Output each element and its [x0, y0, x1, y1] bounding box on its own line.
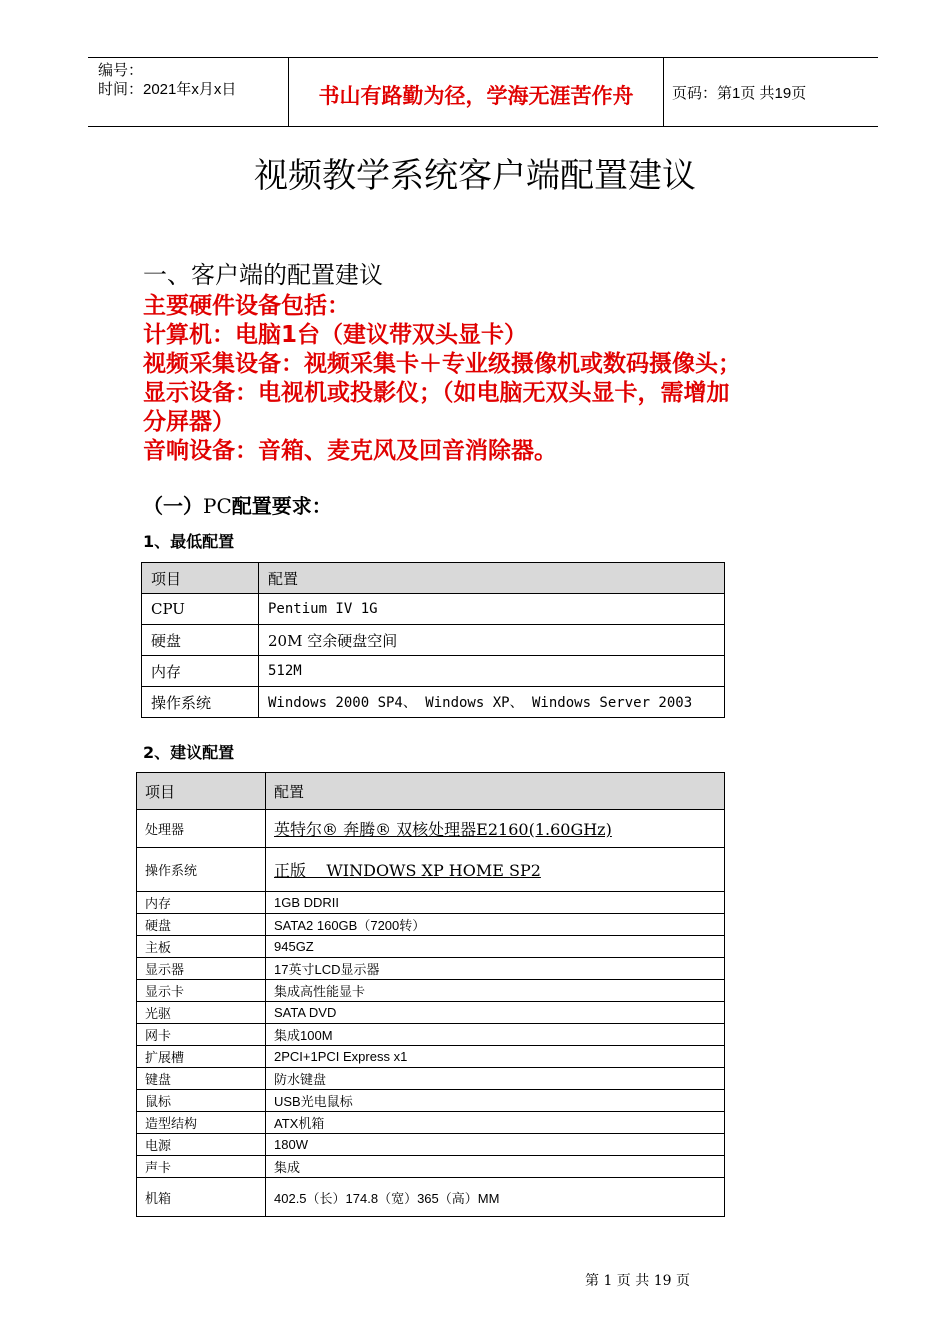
- item-cell: 网卡: [137, 1024, 266, 1046]
- table-header-cell: 配置: [259, 563, 725, 594]
- hardware-line: 音响设备：音箱、麦克风及回音消除器。: [143, 438, 557, 464]
- hardware-line: 显示设备：电视机或投影仪；（如电脑无双头显卡，需增加: [143, 380, 730, 406]
- item-cell: 机箱: [137, 1178, 266, 1217]
- item-cell: 内存: [142, 656, 259, 687]
- item-cell: 主板: [137, 936, 266, 958]
- item-cell: 扩展槽: [137, 1046, 266, 1068]
- recommended-config-table: [136, 772, 725, 1217]
- item-cell: 显示卡: [137, 980, 266, 1002]
- table-header-row: [142, 563, 725, 594]
- table-row: [137, 980, 725, 1002]
- value-cell: Pentium IV 1G: [259, 594, 725, 625]
- document-number-label: 编号：: [98, 62, 144, 79]
- page-header: [88, 57, 878, 127]
- value-cell: 防水键盘: [266, 1068, 725, 1090]
- page-info: 页码：第1页 共19页: [672, 85, 807, 102]
- value-cell: 17英寸LCD显示器: [266, 958, 725, 980]
- table-row: [142, 656, 725, 687]
- header-meta-cell: [88, 58, 288, 126]
- table-row: [137, 848, 725, 892]
- hardware-line: 主要硬件设备包括：: [143, 293, 350, 319]
- table-row: [137, 1002, 725, 1024]
- value-cell: 英特尔® 奔腾® 双核处理器E2160(1.60GHz): [266, 810, 725, 848]
- document-title: 视频教学系统客户端配置建议: [254, 156, 696, 196]
- value-cell: SATA2 160GB（7200转）: [266, 914, 725, 936]
- item-cell: CPU: [142, 594, 259, 625]
- hardware-line: 分屏器）: [143, 409, 235, 435]
- item-cell: 操作系统: [142, 687, 259, 718]
- page-footer: 第 1 页 共 19 页: [585, 1273, 690, 1289]
- document-date-label: 时间：2021年x月x日: [98, 81, 237, 98]
- value-cell: Windows 2000 SP4、 Windows XP、 Windows Server 2003: [259, 687, 725, 718]
- table-row: [137, 958, 725, 980]
- table-row: [137, 1134, 725, 1156]
- table-row: [142, 594, 725, 625]
- table-row: [137, 892, 725, 914]
- item-cell: 声卡: [137, 1156, 266, 1178]
- header-motto-cell: [288, 58, 664, 126]
- table-row: [137, 1178, 725, 1217]
- value-cell: 集成高性能显卡: [266, 980, 725, 1002]
- table-header-cell: 项目: [137, 773, 266, 810]
- header-page-cell: [663, 58, 878, 126]
- table-header-cell: 配置: [266, 773, 725, 810]
- value-cell: 20M 空余硬盘空间: [259, 625, 725, 656]
- table-row: [142, 625, 725, 656]
- min-config-table: [141, 562, 725, 718]
- value-cell: 180W: [266, 1134, 725, 1156]
- value-cell: ATX机箱: [266, 1112, 725, 1134]
- value-cell: 集成: [266, 1156, 725, 1178]
- item-cell: 键盘: [137, 1068, 266, 1090]
- table-header-cell: 项目: [142, 563, 259, 594]
- heading-prefix: （一）: [143, 494, 203, 518]
- table-row: [142, 687, 725, 718]
- table-row: [137, 1024, 725, 1046]
- table-row: [137, 1068, 725, 1090]
- table-row: [137, 1046, 725, 1068]
- heading-suffix: 配置要求：: [231, 494, 332, 518]
- item-cell: 处理器: [137, 810, 266, 848]
- section-heading-pc-requirements: [143, 490, 332, 519]
- value-cell: SATA DVD: [266, 1002, 725, 1024]
- section-heading-client-config: 一、客户端的配置建议: [143, 261, 383, 289]
- item-cell: 操作系统: [137, 848, 266, 892]
- hardware-line: 计算机：电脑1台（建议带双头显卡）: [143, 322, 528, 348]
- table-row: [137, 914, 725, 936]
- heading-pc: PC: [203, 494, 232, 518]
- item-cell: 鼠标: [137, 1090, 266, 1112]
- item-cell: 显示器: [137, 958, 266, 980]
- value-cell: 2PCI+1PCI Express x1: [266, 1046, 725, 1068]
- value-cell: 1GB DDRII: [266, 892, 725, 914]
- item-cell: 硬盘: [142, 625, 259, 656]
- value-cell: 402.5（长）174.8（宽）365（高）MM: [266, 1178, 725, 1217]
- item-cell: 硬盘: [137, 914, 266, 936]
- table-row: [137, 810, 725, 848]
- item-cell: 造型结构: [137, 1112, 266, 1134]
- value-cell: 集成100M: [266, 1024, 725, 1046]
- hardware-line: 视频采集设备：视频采集卡＋专业级摄像机或数码摄像头；: [143, 351, 741, 377]
- item-cell: 电源: [137, 1134, 266, 1156]
- table-header-row: [137, 773, 725, 810]
- motto-text: 书山有路勤为径，学海无涯苦作舟: [318, 84, 634, 108]
- item-cell: 光驱: [137, 1002, 266, 1024]
- min-config-heading: 1、最低配置: [143, 532, 235, 551]
- table-row: [137, 1156, 725, 1178]
- table-row: [137, 1090, 725, 1112]
- table-row: [137, 936, 725, 958]
- item-cell: 内存: [137, 892, 266, 914]
- hardware-summary: [143, 292, 823, 466]
- value-cell: 945GZ: [266, 936, 725, 958]
- recommended-config-heading: 2、建议配置: [143, 743, 235, 762]
- value-cell: USB光电鼠标: [266, 1090, 725, 1112]
- value-cell: 512M: [259, 656, 725, 687]
- table-row: [137, 1112, 725, 1134]
- value-cell: 正版 WINDOWS XP HOME SP2: [266, 848, 725, 892]
